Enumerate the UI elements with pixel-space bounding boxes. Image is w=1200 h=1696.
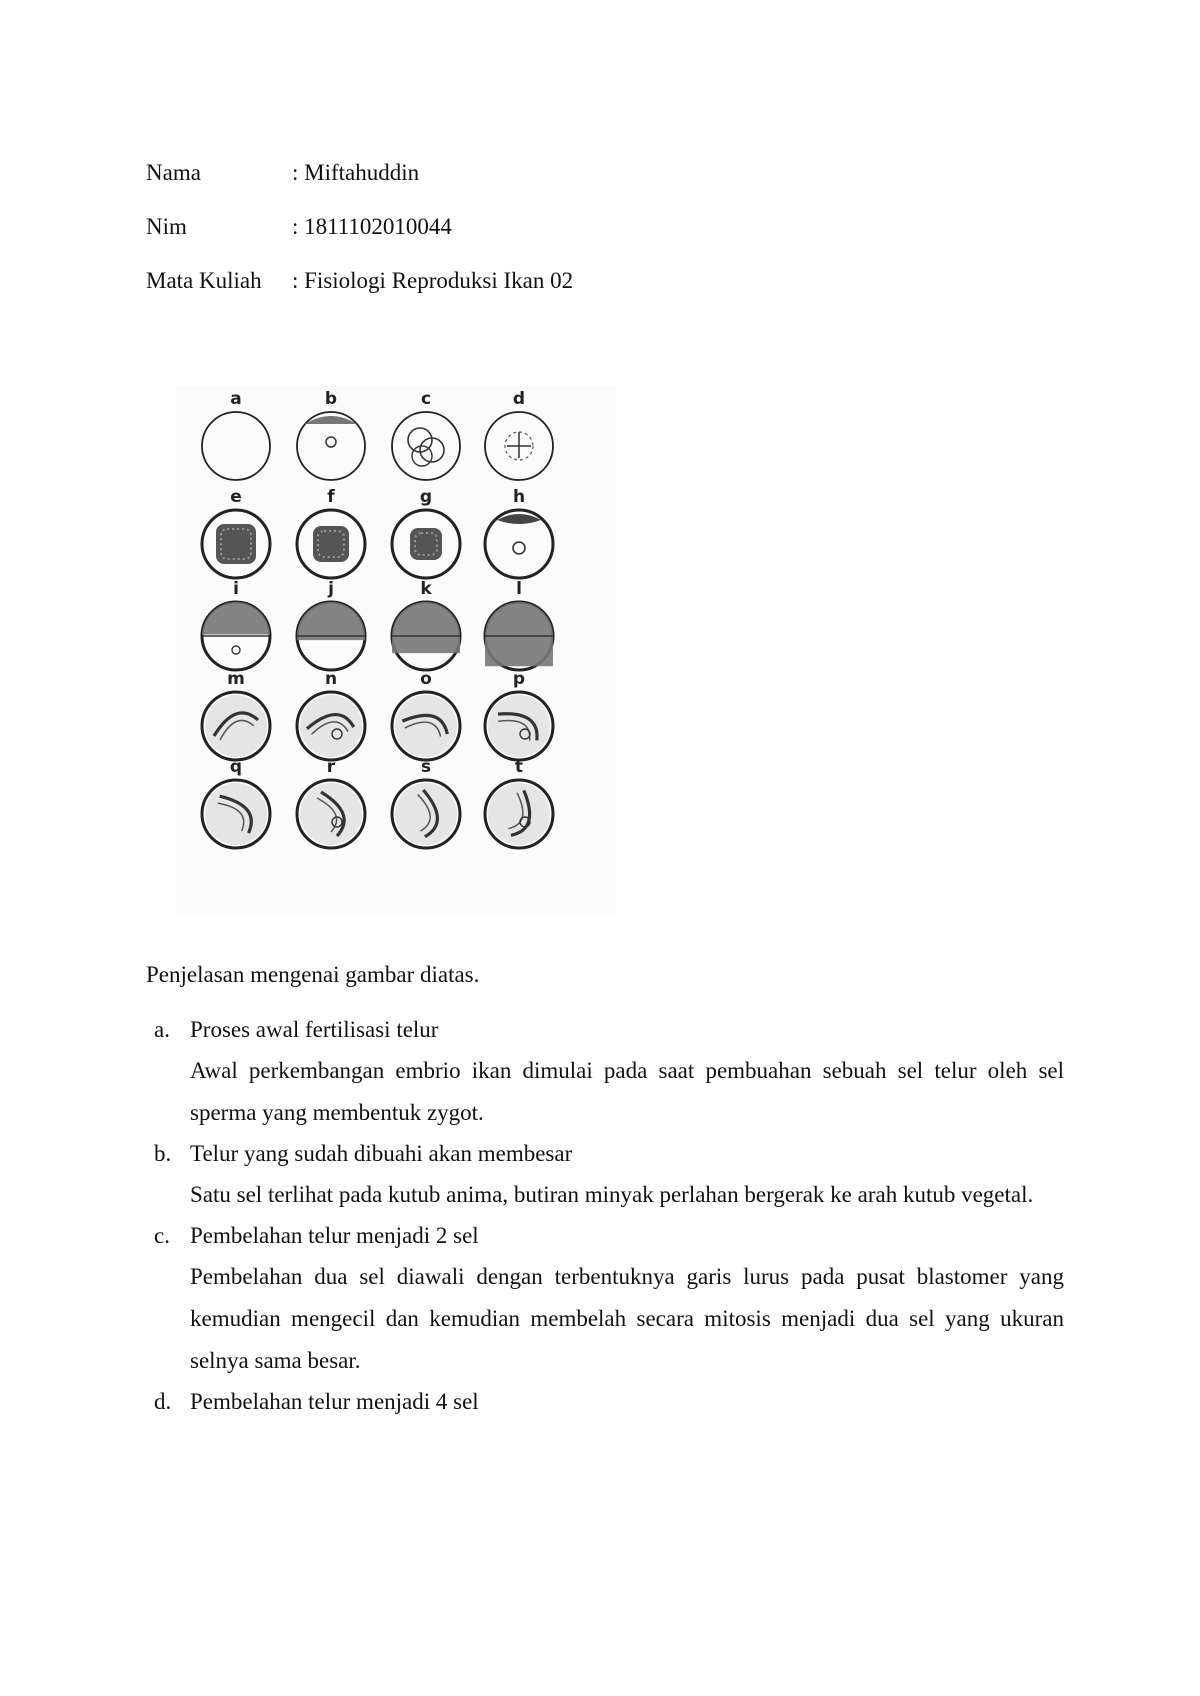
stage-label: t bbox=[514, 757, 524, 777]
list-item-title: Proses awal fertilisasi telur bbox=[190, 1017, 439, 1042]
embryo-stages-drawing bbox=[176, 386, 616, 916]
stage-label: b bbox=[324, 389, 338, 409]
stage-label: r bbox=[326, 757, 336, 777]
stage-label: f bbox=[327, 487, 335, 507]
list-marker: a. bbox=[154, 1017, 170, 1042]
explanation-list bbox=[146, 1010, 1064, 1422]
course-row bbox=[146, 266, 573, 296]
stage-label: k bbox=[420, 579, 432, 599]
list-item bbox=[146, 1382, 1064, 1422]
nim-row bbox=[146, 212, 452, 242]
stage-label: n bbox=[324, 669, 338, 689]
list-item-title: Pembelahan telur menjadi 4 sel bbox=[190, 1389, 479, 1414]
list-item bbox=[146, 1010, 1064, 1134]
list-marker: c. bbox=[154, 1223, 170, 1248]
stage-label: e bbox=[230, 487, 242, 507]
stage-label: q bbox=[229, 757, 243, 777]
stage-label: d bbox=[512, 389, 526, 409]
name-value: : Miftahuddin bbox=[292, 160, 420, 185]
nim-label: Nim bbox=[146, 214, 187, 239]
nim-value: : 1811102010044 bbox=[292, 214, 452, 239]
list-item-title: Telur yang sudah dibuahi akan membesar bbox=[190, 1141, 573, 1166]
course-value: : Fisiologi Reproduksi Ikan 02 bbox=[292, 268, 574, 293]
stage-label: h bbox=[512, 487, 526, 507]
list-marker: b. bbox=[154, 1141, 172, 1166]
list-marker: d. bbox=[154, 1389, 172, 1414]
list-item-description: Awal perkembangan embrio ikan dimulai pada saat pembuahan sebuah sel telur oleh sel sperma yang membentuk zygot. bbox=[190, 1058, 1064, 1125]
stage-label: o bbox=[420, 669, 432, 689]
name-row bbox=[146, 158, 419, 188]
stage-label: c bbox=[420, 389, 432, 409]
course-label: Mata Kuliah bbox=[146, 268, 262, 293]
list-item bbox=[146, 1134, 1064, 1216]
list-item bbox=[146, 1216, 1064, 1382]
name-label: Nama bbox=[146, 160, 201, 185]
stage-label: a bbox=[230, 389, 242, 409]
stage-label: m bbox=[227, 669, 245, 689]
list-item-description: Satu sel terlihat pada kutub anima, butiran minyak perlahan bergerak ke arah kutub vegetal. bbox=[190, 1182, 1034, 1207]
stage-label: p bbox=[512, 669, 526, 689]
intro-text: Penjelasan mengenai gambar diatas. bbox=[146, 962, 480, 987]
list-item-description: Pembelahan dua sel diawali dengan terbentuknya garis lurus pada pusat blastomer yang kemudian mengecil dan kemudian membelah secara mitosis menjadi dua sel yang ukuran selnya sama besar. bbox=[190, 1264, 1064, 1373]
list-item-title: Pembelahan telur menjadi 2 sel bbox=[190, 1223, 479, 1248]
stage-label: i bbox=[233, 579, 239, 599]
stage-label: j bbox=[328, 579, 334, 599]
stage-label: g bbox=[419, 487, 433, 507]
embryo-stages-figure bbox=[176, 386, 616, 916]
stage-label: s bbox=[420, 757, 432, 777]
stage-label: l bbox=[516, 579, 522, 599]
